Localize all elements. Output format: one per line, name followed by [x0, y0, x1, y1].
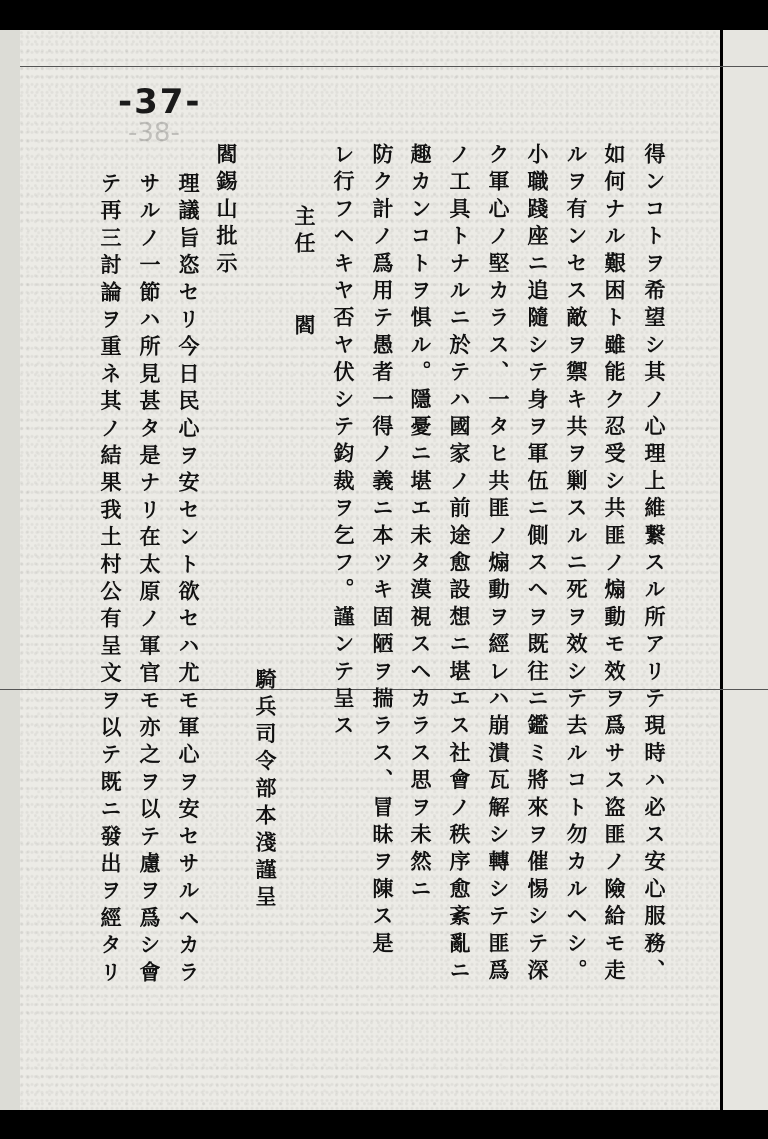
adjacent-page-edge: [723, 30, 768, 1110]
text-column-15: テ再三討論ヲ重ネ其ノ結果我土村公有呈文ヲ以テ既ニ發出ヲ經タリ: [98, 172, 123, 988]
text-column-5: ク軍心ノ堅カラス、一タヒ共匪ノ煽動ヲ經レハ崩潰瓦解シ轉シテ匪爲: [486, 143, 511, 987]
text-column-13: 理議旨恣セリ今日民心ヲ安セント欲セハ尤モ軍心ヲ安セサルヘカラ: [176, 172, 201, 988]
page-number: -37-: [118, 82, 202, 122]
text-column-4: 小職踐座ニ追隨シテ身ヲ軍伍ニ側スヘヲ既往ニ鑑ミ將來ヲ催惕シテ深: [525, 143, 550, 987]
ghost-page-number: -38-: [128, 118, 180, 148]
text-column-2: 如何ナル艱困ト雖能ク忍受シ共匪ノ煽動モ效ヲ爲サス盗匪ノ險給モ走: [602, 143, 627, 987]
text-column-3: ルヲ有ンセス敵ヲ禦キ共ヲ剿スルニ死ヲ效シテ去ルコト勿カルヘシ。: [564, 143, 589, 987]
signature-line: 主任 閻: [292, 205, 317, 341]
text-column-9: レ行フヘキヤ否ヤ伏シテ鈞裁ヲ乞フ。謹ンテ呈ス: [331, 143, 356, 742]
submitter-line: 騎兵司令部本淺謹呈: [253, 668, 278, 913]
text-column-14: サルノ一節ハ所見甚タ是ナリ在太原ノ軍官モ亦之ヲ以テ慮ヲ爲シ會: [137, 172, 162, 988]
binding-gutter: [0, 30, 20, 1110]
text-column-8: 防ク計ノ爲用テ愚者一得ノ義ニ本ツキ固陋ヲ揣ラス、冒昧ヲ陳ス是: [370, 143, 395, 959]
text-column-7: 趣カンコトヲ惧ル。隱憂ニ堪エ未タ漠視スヘカラス思ヲ未然ニ: [408, 143, 433, 905]
text-column-6: ノ工具トナルニ於テハ國家ノ前途愈設想ニ堪エス社會ノ秩序愈紊亂ニ: [447, 143, 472, 987]
text-column-1: 得ンコトヲ希望シ其ノ心理上維繋スル所アリテ現時ハ必ス安心服務、: [642, 143, 667, 987]
endorsement-heading: 閻錫山批示: [214, 143, 239, 279]
top-rule: [20, 66, 768, 67]
